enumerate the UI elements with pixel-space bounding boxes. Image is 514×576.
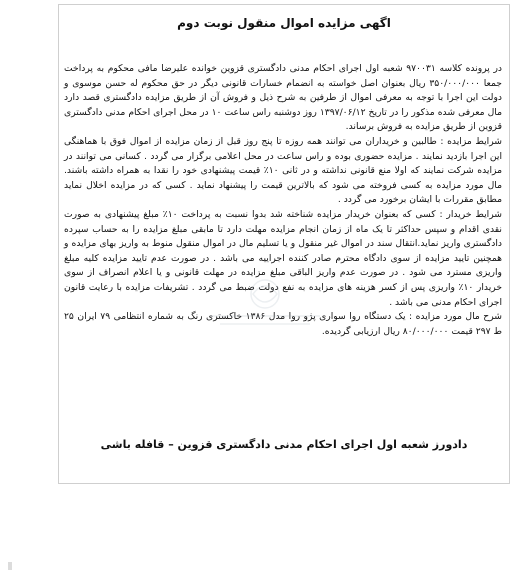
edge-mark [8,562,12,570]
signature-line: دادورز شعبه اول اجرای احکام مدنی دادگستری قزوین – قافله باشی [100,438,468,451]
paragraph-buyer-conditions: شرایط خریدار : کسی که بعنوان خریدار مزایده شناخته شد بدوا نسبت به پرداخت ۱۰٪ مبلغ پیشنهادی به صورت نقدی اقدام و سپس حداکثر تا یک ماه از زمان انجام مزایده مهلت دارد تا مابقی مبلغ مزایده را به حساب سپرده دادگستری واریز نماید.انتقال سند در اموال غیر منقول و یا تسلیم مال در اموال منقول منوط به واریز بهای مزایده و همچنین تایید مزایده از سوی دادگاه محترم صادر کننده اجراییه می باشد . در صورت عدم تایید مزایده کلیه مبلغ واریزی مسترد می شود . در صورت عدم واریز الباقی مبلغ مزایده در مهلت قانونی و یا اعلام انصراف از سوی خریدار ۱۰٪ واریزی پس از کسر هزینه های مزایده به نفع دولت ضبط می گردد . تشریفات مزایده با رعایت قانون اجرای احکام مدنی می باشد . [64,208,502,308]
notice-title: اگهی مزایده اموال منقول نوبت دوم [177,16,391,30]
notice-body [64,62,502,339]
paragraph-case-intro: در پرونده کلاسه ۹۷۰۰۳۱ شعبه اول اجرای احکام مدنی دادگستری قزوین خوانده علیرضا مافی محکوم به پرداخت جمعا ۳۵۰/۰۰۰/۰۰۰ ریال بعنوان اصل خواسته به انضمام خسارات قانونی دیگر در حق محکوم له حسن موسوی و دولت این اجرا با توجه به معرفی اموال از طرفین به شرح ذیل و فروش آن از طریق مزایده دادگستری قصد دارد مال معرفی شده مذکور را در تاریخ ۱۳۹۷/۰۶/۱۲ روز دوشنبه راس ساعت ۱۰ در محل اجرای احکام مدنی دادگستری قزوین از طریق مزایده به فروش برساند. [64,63,502,133]
paragraph-property-description: شرح مال مورد مزایده : یک دستگاه روا سواری پژو روا مدل ۱۳۸۶ خاکستری رنگ به شماره انتظامی ۷۹ ایران ۲۵ ط ۲۹۷ قیمت ۸۰/۰۰۰/۰۰۰ ریال ارزیابی گردیده. [64,311,502,337]
paragraph-auction-conditions: شرایط مزایده : طالبین و خریداران می توانند همه روزه تا پنج روز قبل از زمان مزایده از اموال فوق با هماهنگی این اجرا بازدید نمایند . مزایده حضوری بوده و راس ساعت در محل اعلامی برگزار می گردد . کسانی می توانند در مزایده شرکت نمایند که اولا منع قانونی نداشته و در ثانی ۱۰٪ قیمت پیشنهادی خود را نقدا به همراه داشته باشند. مال مورد مزایده به کسی فروخته می شود که بالاترین قیمت را پیشنهاد نماید . کسی که در مزایده اخلال نماید مطابق مقررات با ایشان برخورد می گردد . [64,135,503,206]
